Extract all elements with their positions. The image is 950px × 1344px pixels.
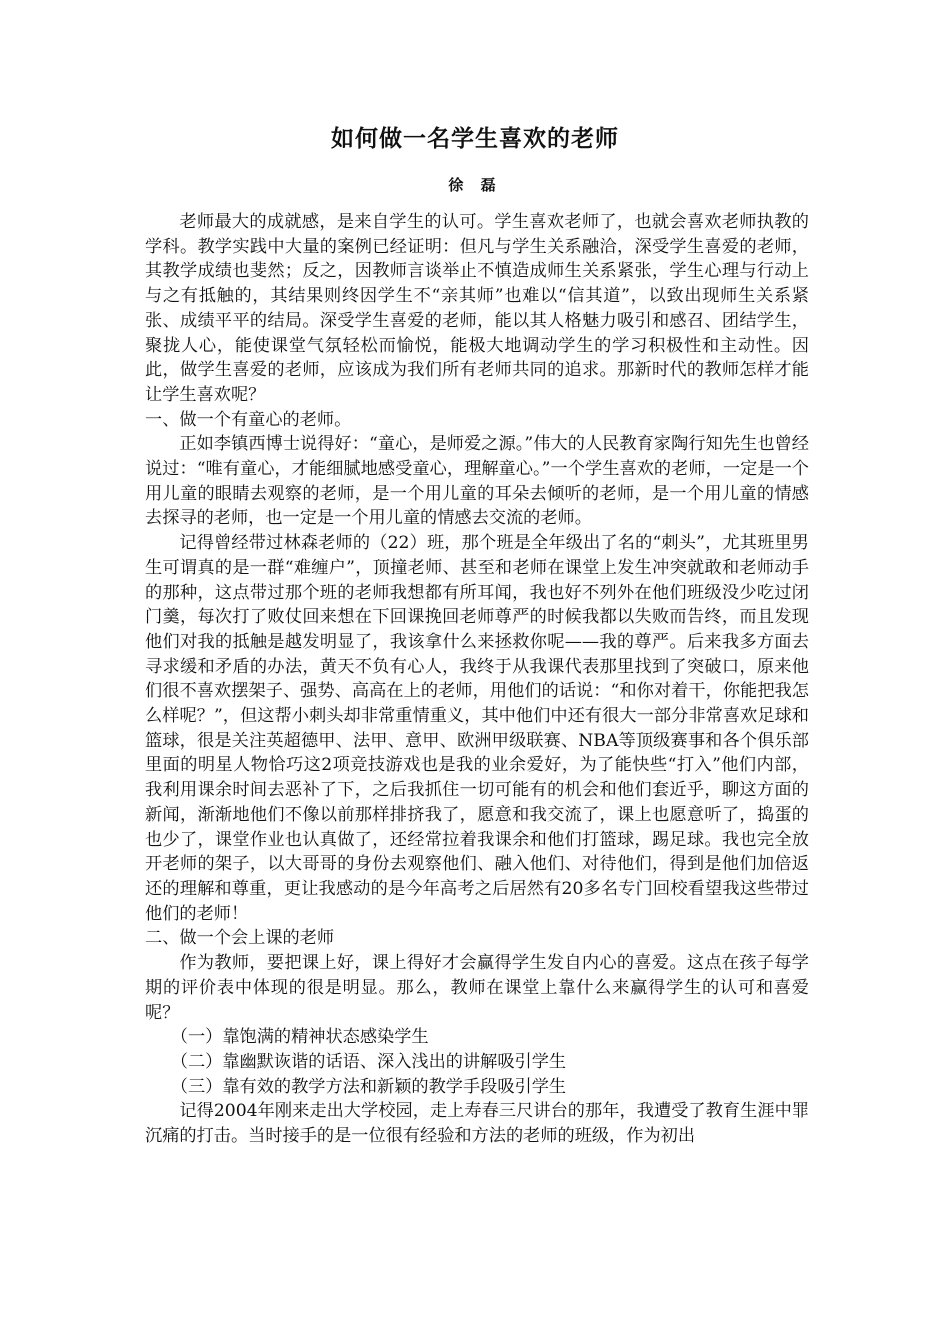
section-heading: 一、做一个有童心的老师。 [145,409,352,430]
document-title: 如何做一名学生喜欢的老师 [331,125,619,152]
list-item: （三）靠有效的教学方法和新颖的教学手段吸引学生 [170,1076,567,1097]
paragraph: 作为教师，要把课上好，课上得好才会赢得学生发自内心的喜爱。这点在孩子每学期的评价表中体现的很是明显。那么，教师在课堂上靠什么来赢得学生的认可和喜爱呢？ [145,953,809,1023]
section-heading: 二、做一个会上课的老师 [145,928,335,949]
paragraph: 记得2004年刚来走出大学校园，走上寿春三尺讲台的那年，我遭受了教育生涯中罪沉痛的打击。当时接手的是一位很有经验和方法的老师的班级，作为初出 [145,1101,809,1147]
document-body [145,210,809,1149]
document-author: 徐 磊 [448,176,502,194]
list-item: （二）靠幽默诙谐的话语、深入浅出的讲解吸引学生 [170,1051,567,1072]
paragraph: 记得曾经带过林森老师的（22）班，那个班是全年级出了名的“刺头”，尤其班里男生可谓真的是一群“难缠户”，顶撞老师、甚至和老师在课堂上发生冲突就敢和老师动手的那种，这点带过那个班的老师我想都有所耳闻，我也好不列外在他们班级没少吃过闭门羹，每次打了败仗回来想在下回课挽回老师尊严的时候我都以失败而告终，而且发现他们对我的抵触是越发明显了，我该拿什么来拯救你呢——我的尊严。后来我多方面去寻求缓和矛盾的办法，黄天不负有心人，我终于从我课代表那里找到了突破口，原来他们很不喜欢摆架子、强势、高高在上的老师，用他们的话说：“和你对着干，你能把我怎么样呢？”，但这帮小刺头却非常重情重义，其中他们中还有很大一部分非常喜欢足球和篮球，很是关注英超德甲、法甲、意甲、欧洲甲级联赛、NBA等顶级赛事和各个俱乐部里面的明星人物恰巧这2项竞技游戏也是我的业余爱好，为了能快些“打入”他们内部，我利用课余时间去恶补了下，之后我抓住一切可能有的机会和他们套近乎，聊这方面的新闻，渐渐地他们不像以前那样排挤我了，愿意和我交流了，课上也愿意听了，捣蛋的也少了，课堂作业也认真做了，还经常拉着我课余和他们打篮球，踢足球。我也完全放开老师的架子，以大哥哥的身份去观察他们、融入他们、对待他们，得到是他们加倍返还的理解和尊重，更让我感动的是今年高考之后居然有20多名专门回校看望我这些带过他们的老师！ [145,533,809,924]
paragraph: 正如李镇西博士说得好：“童心，是师爱之源。”伟大的人民教育家陶行知先生也曾经说过：“唯有童心，才能细腻地感受童心，理解童心。”一个学生喜欢的老师，一定是一个用儿童的眼睛去观察的老师，是一个用儿童的耳朵去倾听的老师，是一个用儿童的情感去探寻的老师，也一定是一个用儿童的情感去交流的老师。 [145,434,809,529]
list-item: （一）靠饱满的精神状态感染学生 [170,1027,429,1048]
paragraph: 老师最大的成就感，是来自学生的认可。学生喜欢老师了，也就会喜欢老师执教的学科。教学实践中大量的案例已经证明：但凡与学生关系融洽，深受学生喜爱的老师，其教学成绩也斐然；反之，因教师言谈举止不慎造成师生关系紧张，学生心理与行动上与之有抵触的，其结果则终因学生不“亲其师”也难以“信其道”，以致出现师生关系紧张、成绩平平的结局。深受学生喜爱的老师，能以其人格魅力吸引和感召、团结学生，聚拢人心，能使课堂气氛轻松而愉悦，能极大地调动学生的学习积极性和主动性。因此，做学生喜爱的老师，应该成为我们所有老师共同的追求。那新时代的教师怎样才能让学生喜欢呢？ [145,212,809,405]
